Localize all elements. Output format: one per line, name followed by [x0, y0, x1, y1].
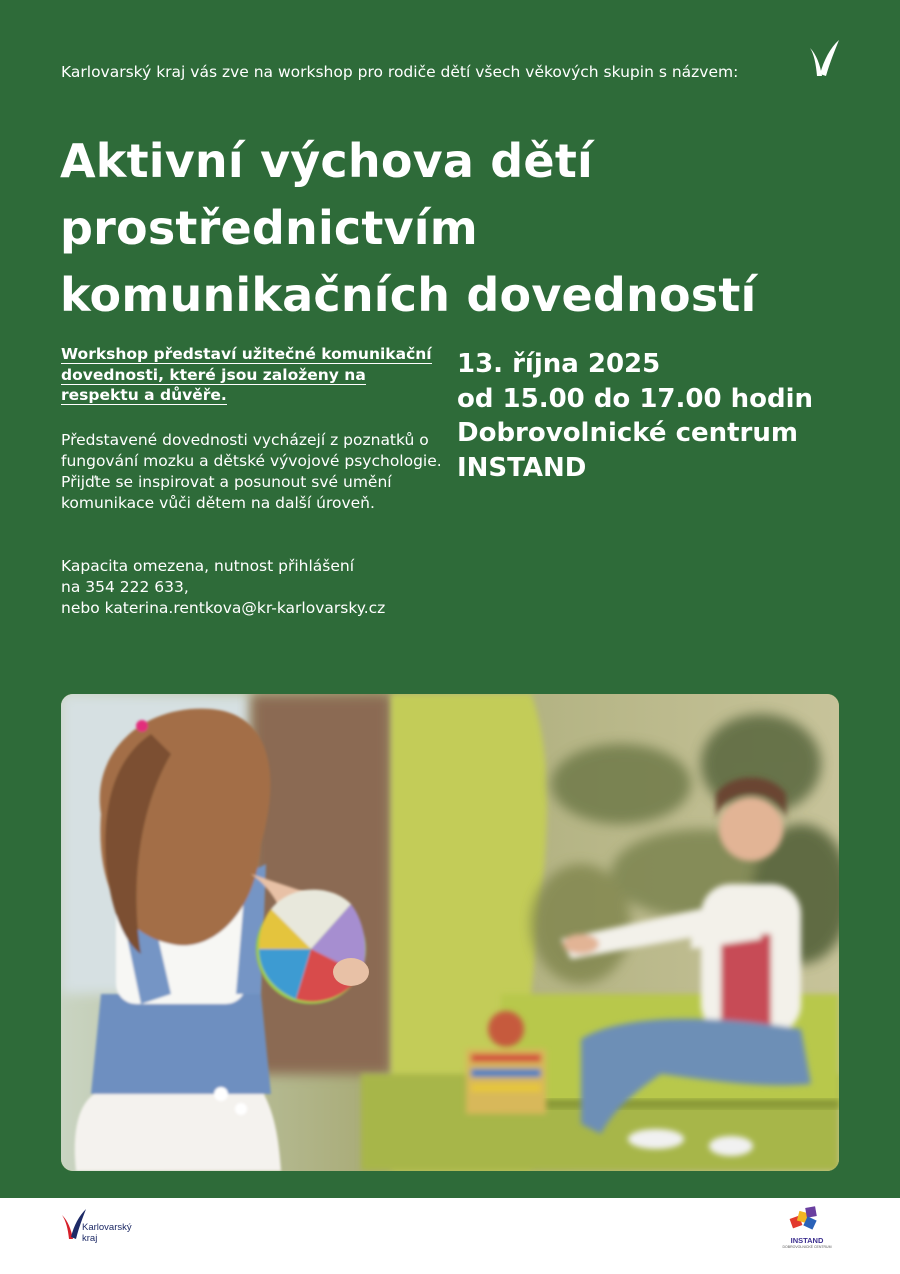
- title-line-2: prostřednictvím: [60, 201, 478, 255]
- description-paragraph: Představené dovednosti vycházejí z poznatků o fungování mozku a dětské vývojové psychologie. Přijďte se inspirovat a posunout své umění komunikace vůči dětem na další úroveň.: [61, 431, 442, 512]
- event-place: Dobrovolnické centrum: [457, 418, 798, 448]
- title-line-1: Aktivní výchova dětí: [60, 134, 593, 188]
- kk-line-1: Karlovarský: [82, 1222, 132, 1233]
- instand-subtitle: DOBROVOLNICKÉ CENTRUM: [782, 1245, 832, 1249]
- contact-email: nebo katerina.rentkova@kr-karlovarsky.cz: [61, 599, 386, 617]
- contact-line-capacity: Kapacita omezena, nutnost přihlášení: [61, 557, 355, 575]
- event-date: 13. října 2025: [457, 349, 661, 379]
- lead-paragraph: [61, 344, 436, 406]
- photo-illustration: [61, 694, 839, 1171]
- workshop-title: [60, 128, 757, 329]
- kk-line-2: kraj: [82, 1233, 98, 1244]
- event-details: [457, 347, 877, 485]
- title-line-3: komunikačních dovedností: [60, 268, 757, 322]
- karlovarsky-kraj-emblem-icon: [806, 38, 842, 82]
- lead-text: Workshop představí užitečné komunikační dovednosti, které jsou založeny na respektu a důvěře.: [61, 345, 432, 404]
- karlovarsky-kraj-wordmark: [82, 1222, 132, 1244]
- event-time: od 15.00 do 17.00 hodin: [457, 383, 814, 414]
- footer: [0, 1198, 900, 1274]
- instand-wordmark: INSTAND: [790, 1236, 824, 1245]
- photo-child-with-ball: [61, 694, 839, 1171]
- event-place-name: INSTAND: [457, 452, 587, 483]
- contact-info: [61, 556, 446, 619]
- intro-text: Karlovarský kraj vás zve na workshop pro rodiče dětí všech věkových skupin s názvem:: [61, 63, 739, 81]
- instand-logo-icon: [788, 1203, 822, 1233]
- contact-phone: na 354 222 633,: [61, 578, 189, 596]
